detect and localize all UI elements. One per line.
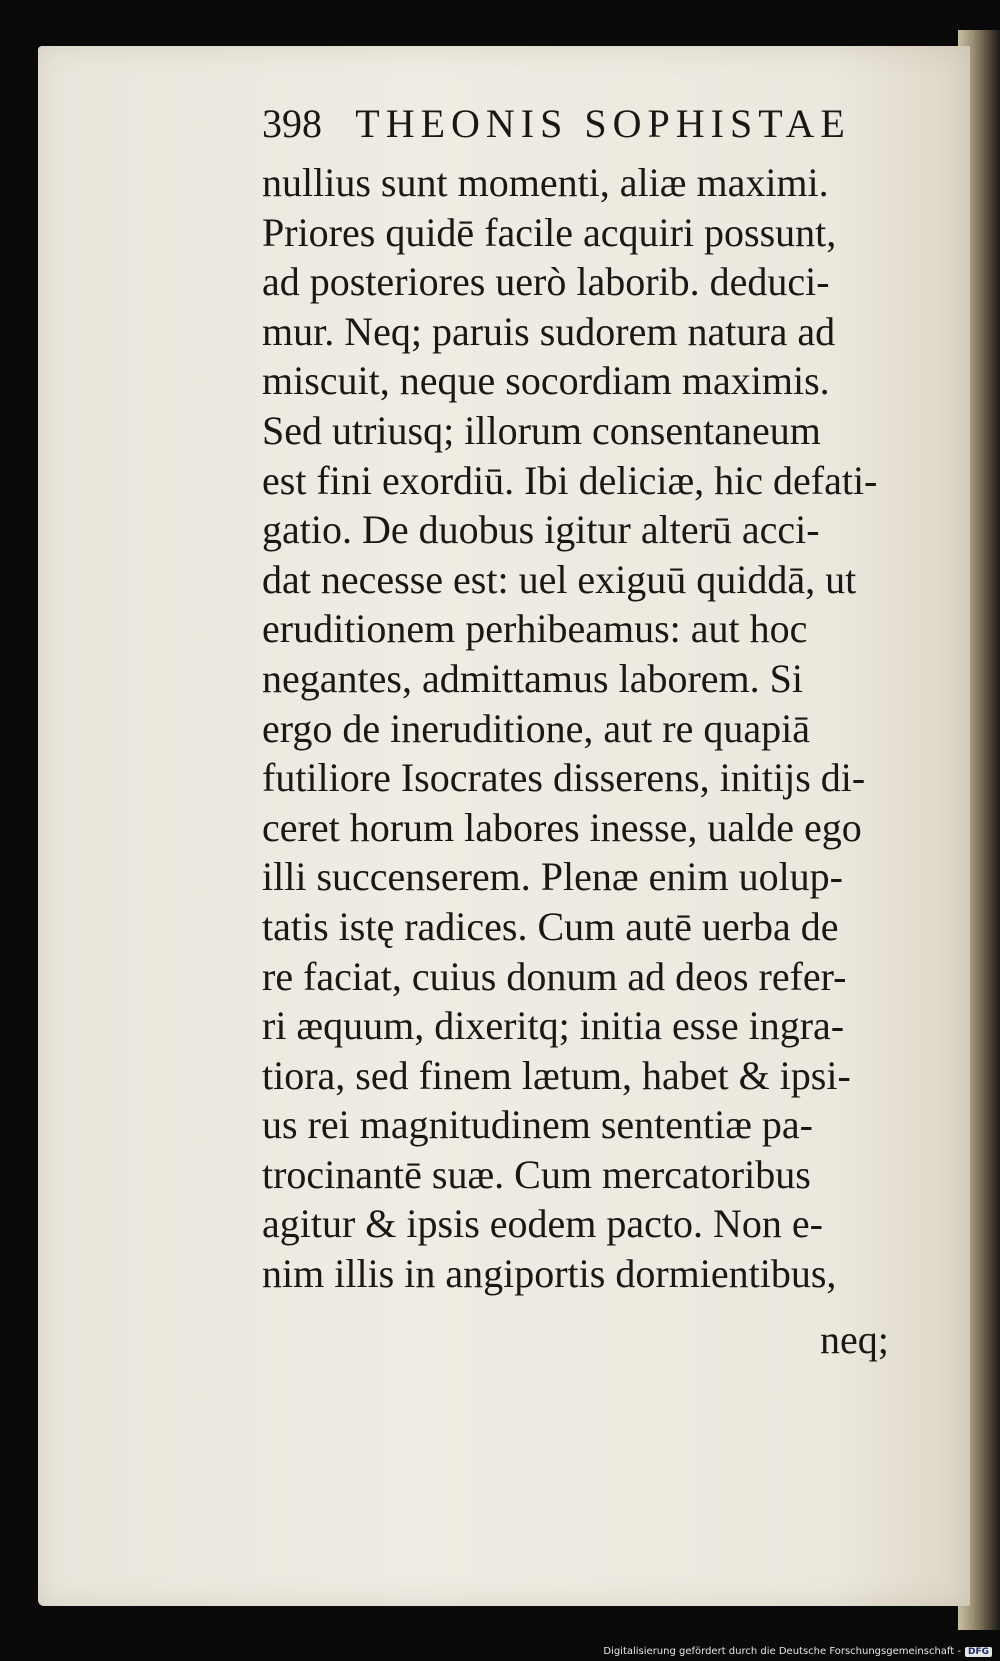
text-line: dat necesse est: uel exiguū quiddā, ut bbox=[262, 556, 857, 602]
text-line: est fini exordiū. Ibi deliciæ, hic defati- bbox=[262, 457, 878, 503]
text-line: miscuit, neque socordiam maximis. bbox=[262, 358, 830, 404]
text-line: nullius sunt momenti, aliæ maximi. bbox=[262, 160, 829, 205]
text-line: Priores quidē facile acquiri possunt, bbox=[262, 209, 837, 255]
text-line: Sed utriusq; illorum consentaneum bbox=[262, 407, 821, 453]
text-line: illi succenserem. Plenæ enim uolup- bbox=[262, 854, 843, 900]
dfg-logo-icon: DFG bbox=[965, 1647, 992, 1657]
text-line: nim illis in angiportis dormientibus, bbox=[262, 1251, 837, 1297]
text-line: tiora, sed finem lætum, habet & ipsi- bbox=[262, 1052, 851, 1098]
footer-credit: Digitalisierung gefördert durch die Deutsche Forschungsgemeinschaft - bbox=[603, 1646, 961, 1657]
text-line: ceret horum labores inesse, ualde ego bbox=[262, 804, 862, 850]
text-line: tatis istę radices. Cum autē uerba de bbox=[262, 903, 839, 949]
text-line: ad posteriores uerò laborib. deduci- bbox=[262, 259, 830, 305]
text-line: trocinantē suæ. Cum mercatoribus bbox=[262, 1151, 811, 1197]
page-number: 398 bbox=[262, 101, 322, 146]
text-line: ri æquum, dixeritq; initia esse ingra- bbox=[262, 1003, 845, 1049]
text-line: futiliore Isocrates disserens, initijs di- bbox=[262, 755, 866, 801]
text-line: us rei magnitudinem sententiæ pa- bbox=[262, 1102, 813, 1148]
running-head-title: THEONIS SOPHISTAE bbox=[355, 101, 851, 146]
running-head bbox=[262, 100, 902, 147]
text-line: mur. Neq; paruis sudorem natura ad bbox=[262, 308, 836, 354]
body-text bbox=[262, 158, 912, 1299]
text-line: re faciat, cuius donum ad deos refer- bbox=[262, 953, 847, 999]
text-line: eruditionem perhibeamus: aut hoc bbox=[262, 606, 808, 652]
digitization-footer bbox=[603, 1646, 992, 1657]
text-line: agitur & ipsis eodem pacto. Non e- bbox=[262, 1201, 823, 1247]
text-line: ergo de ineruditione, aut re quapiā bbox=[262, 705, 810, 751]
text-line: gatio. De duobus igitur alterū acci- bbox=[262, 507, 820, 553]
text-line: negantes, admittamus laborem. Si bbox=[262, 655, 803, 701]
catchword: neq; bbox=[820, 1317, 889, 1362]
